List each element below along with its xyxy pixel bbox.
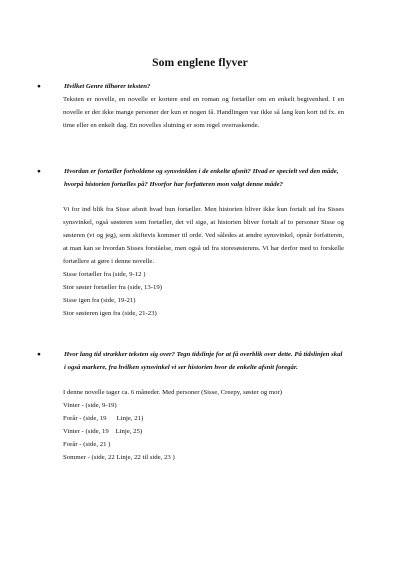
list-item: Stor søsteren igen fra (side, 21-23)	[63, 310, 157, 317]
question-text: Hvilket Genre tilhører teksten?	[64, 83, 151, 90]
question-text: Hvordan er fortæller forholdene og synsvinklen i de enkelte afsnit? Hvad er specielt ved den måde, hvorpå historien fortælles på? Hvorfor har forfatteren mon valgt denne måde?	[64, 168, 339, 188]
list-item: Sommer - (side, 22 Linje, 22 til side, 23 )	[63, 454, 175, 461]
question	[36, 165, 344, 191]
question	[36, 348, 344, 374]
answer-paragraph: Vi for ind blik fra Sisse afsnit hvad hun fortæller. Men historien bliver ikke kun fortalt ud fra Sisses synsvinkel, også søsteren som fortæller, det vil sige, at historien bliver fortalt af to personer Sisse og søsteren (vi og jeg), som skiftevis kommer til orde. Ved således at ændre synsvinkel, opnår forfatteren, at man kan se hvordan Sisses forståelse, men også ud fra storesøsterens. Vi har derfor med to forskelle fortællere at gøre i denne novelle.	[63, 206, 344, 265]
list-item: Stor søster fortæller fra (side, 13-19)	[63, 284, 162, 291]
list-item: Forår - (side, 21 )	[63, 441, 111, 448]
list-item: Vinter - (side, 19 Linje, 25)	[63, 428, 143, 435]
bullet-icon: ●	[37, 351, 41, 358]
document-title: Som englene flyver	[152, 56, 248, 69]
section-narrator	[36, 165, 344, 320]
intro-line: I denne novelle tager ca. 6 måneder. Med personer (Sisse, Creepy, søster og mor)	[63, 389, 283, 396]
list-item: Forår - (side, 19 Linje, 21)	[63, 415, 144, 422]
list-item: Vinter - (side, 9-19)	[63, 402, 117, 409]
question-text: Hvor lang tid strækker teksten sig over? Tegn tidslinje for at få overblik over dette. På tidslinjen skal i også markere, fra hvilken synsvinkel vi ser historien hvor de enkelte afsnit foregår.	[64, 351, 343, 371]
answer-paragraph: Teksten er novelle, en novelle er kortere end en roman og fortæller om en enkelt begivenhed. I en novelle er der ikke mange personer der kun er nogen få. Handlingen var ikke så lang kun kort tid fx. en time eller en enkelt dag. En novelles slutning er som regel overraskende.	[63, 96, 344, 129]
list-item: Sisse igen fra (side, 19-21)	[63, 297, 136, 304]
section-genre	[36, 80, 344, 132]
list-item: Sisse fortæller fra (side, 9-12 )	[63, 271, 146, 278]
section-timeline	[36, 348, 344, 464]
bullet-icon: ●	[37, 83, 41, 90]
question	[36, 80, 344, 93]
bullet-icon: ●	[37, 168, 41, 175]
